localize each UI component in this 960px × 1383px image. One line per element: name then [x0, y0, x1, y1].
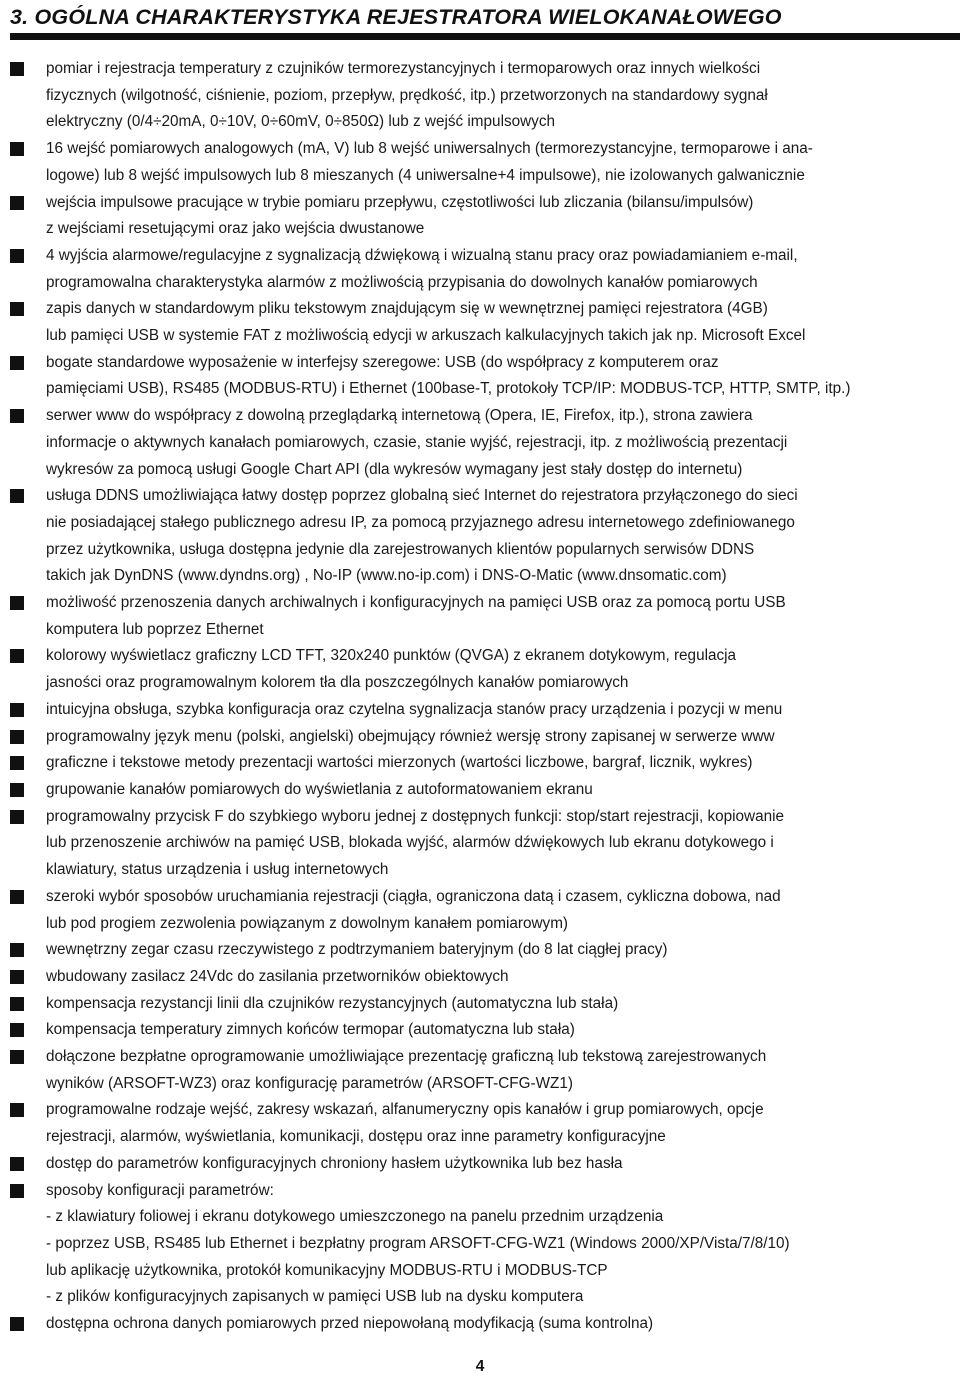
square-bullet-icon [10, 249, 24, 263]
square-bullet-icon [10, 756, 24, 770]
list-item [10, 590, 945, 643]
square-bullet-icon [10, 1023, 24, 1037]
header-rule [10, 33, 960, 40]
list-item-text: pomiar i rejestracja temperatury z czujników termorezystancyjnych i termoparowych oraz innych wielkości fizycznych (wilgotność, ciśnienie, poziom, przepływ, prędkość, itp.) przetworzonych na standardowy sygnał elektryczny (0/4÷20mA, 0÷10V, 0÷60mV, 0÷850Ω) lub z wejść impulsowych [46, 60, 768, 131]
list-item-text: 16 wejść pomiarowych analogowych (mA, V) lub 8 wejść uniwersalnych (termorezystancyjne, termoparowe i ana- logowe) lub 8 wejść impulsowych lub 8 mieszanych (4 uniwersalne+4 impulsowe), nie izolowanych galwanicznie [46, 140, 813, 184]
square-bullet-icon [10, 810, 24, 824]
square-bullet-icon [10, 596, 24, 610]
list-item-text: dostępna ochrona danych pomiarowych przed niepowołaną modyfikacją (suma kontrolna) [46, 1315, 654, 1333]
list-item [10, 190, 945, 243]
square-bullet-icon [10, 196, 24, 210]
list-item [10, 991, 945, 1018]
square-bullet-icon [10, 1184, 24, 1198]
square-bullet-icon [10, 1157, 24, 1171]
square-bullet-icon [10, 142, 24, 156]
list-item-text: 4 wyjścia alarmowe/regulacyjne z sygnalizacją dźwiękową i wizualną stanu pracy oraz powiadamianiem e-mail, programowalna charakterystyka alarmów z możliwością przypisania do dowolnych kanałów pomiarowych [46, 246, 798, 291]
list-item [10, 403, 945, 483]
list-item-text: dołączone bezpłatne oprogramowanie umożliwiające prezentację graficzną lub tekstową zarejestrowanych wyników (ARSOFT-WZ3) oraz konfigurację parametrów (ARSOFT-CFG-WZ1) [46, 1048, 767, 1092]
square-bullet-icon [10, 970, 24, 984]
square-bullet-icon [10, 649, 24, 663]
list-item-text: grupowanie kanałów pomiarowych do wyświetlania z autoformatowaniem ekranu [46, 780, 593, 798]
list-item [10, 56, 945, 136]
square-bullet-icon [10, 783, 24, 797]
square-bullet-icon [10, 356, 24, 370]
list-item-text: kompensacja rezystancji linii dla czujników rezystancyjnych (automatyczna lub stała) [46, 994, 619, 1012]
square-bullet-icon [10, 997, 24, 1011]
list-item [10, 1044, 945, 1097]
list-item [10, 1017, 945, 1044]
list-item [10, 483, 945, 590]
list-item [10, 750, 945, 777]
list-item [10, 350, 945, 403]
square-bullet-icon [10, 409, 24, 423]
list-item [10, 724, 945, 751]
square-bullet-icon [10, 62, 24, 76]
list-item-text: serwer www do współpracy z dowolną przeglądarką internetową (Opera, IE, Firefox, itp.), strona zawiera informacje o aktywnych kanałach pomiarowych, czasie, stanie wyjść, rejestracji, itp. z możliwością prezentacji wykresów za pomocą usługi Google Chart API (dla wykresów wymagany jest stały dostęp do internetu) [46, 407, 788, 478]
list-item [10, 884, 945, 937]
square-bullet-icon [10, 1103, 24, 1117]
square-bullet-icon [10, 890, 24, 904]
list-item [10, 1151, 945, 1178]
list-item-text: zapis danych w standardowym pliku tekstowym znajdującym się w wewnętrznej pamięci rejestratora (4GB) lub pamięci USB w systemie FAT z możliwością edycji w arkuszach kalkulacyjnych takich jak np. Microsoft Excel [46, 300, 806, 345]
square-bullet-icon [10, 730, 24, 744]
list-item [10, 243, 945, 296]
list-item-text: usługa DDNS umożliwiająca łatwy dostęp poprzez globalną sieć Internet do rejestratora przyłączonego do sieci nie posiadającej stałego publicznego adresu IP, za pomocą przyjaznego adresu internetowego zdefiniowanego przez użytkownika, usługa dostępna jedynie dla zarejestrowanych klientów popularnych serwisów DDNS takich jak DynDNS (www.dyndns.org) , No-IP (www.no-ip.com) i DNS-O-Matic (www.dnsomatic.com) [46, 487, 798, 585]
list-item [10, 136, 945, 189]
list-item [10, 804, 945, 884]
section-header [10, 2, 960, 40]
square-bullet-icon [10, 703, 24, 717]
square-bullet-icon [10, 1050, 24, 1064]
list-item [10, 296, 945, 349]
section-title: 3. OGÓLNA CHARAKTERYSTYKA REJESTRATORA WIELOKANAŁOWEGO [10, 5, 782, 29]
list-item [10, 937, 945, 964]
square-bullet-icon [10, 1317, 24, 1331]
list-item [10, 643, 945, 696]
list-item-text: możliwość przenoszenia danych archiwalnych i konfiguracyjnych na pamięci USB oraz za pomocą portu USB komputera lub poprzez Ethernet [46, 594, 786, 638]
list-item-text: programowalne rodzaje wejść, zakresy wskazań, alfanumeryczny opis kanałów i grup pomiarowych, opcje rejestracji, alarmów, wyświetlania, komunikacji, dostępu oraz inne parametry konfiguracyjne [46, 1101, 764, 1146]
list-item-text: programowalny przycisk F do szybkiego wyboru jednej z dostępnych funkcji: stop/start rejestracji, kopiowanie lub przenoszenie archiwów na pamięć USB, blokada wyjść, alarmów dźwiękowych lub ekranu dotykowego i klawiatury, status urządzenia i usług internetowych [46, 807, 784, 879]
list-item-text: programowalny język menu (polski, angielski) obejmujący również wersję strony zapisanej w serwerze www [46, 727, 775, 745]
list-item-text: wewnętrzny zegar czasu rzeczywistego z podtrzymaniem bateryjnym (do 8 lat ciągłej pracy) [46, 941, 668, 959]
list-item [10, 1311, 945, 1338]
list-item-text: bogate standardowe wyposażenie w interfejsy szeregowe: USB (do współpracy z komputerem oraz pamięciami USB), RS485 (MODBUS-RTU) i Ethernet (100base-T, protokoły TCP/IP: MODBUS-TCP, HTTP, SMTP, itp.) [46, 353, 851, 398]
page-number: 4 [475, 1358, 485, 1375]
list-item-text: intuicyjna obsługa, szybka konfiguracja oraz czytelna sygnalizacja stanów pracy urządzenia i pozycji w menu [46, 700, 783, 718]
list-item [10, 1178, 945, 1312]
list-item [10, 777, 945, 804]
square-bullet-icon [10, 943, 24, 957]
square-bullet-icon [10, 489, 24, 503]
list-item [10, 964, 945, 991]
list-item-text: dostęp do parametrów konfiguracyjnych chroniony hasłem użytkownika lub bez hasła [46, 1154, 623, 1172]
list-item-text: szeroki wybór sposobów uruchamiania rejestracji (ciągła, ograniczona datą i czasem, cykliczna dobowa, nad lub pod progiem zezwolenia powiązanym z dowolnym kanałem pomiarowym) [46, 887, 781, 932]
list-item-text: wejścia impulsowe pracujące w trybie pomiaru przepływu, częstotliwości lub zliczania (bilansu/impulsów) z wejściami resetującymi oraz jako wejścia dwustanowe [46, 193, 754, 238]
list-item-text: graficzne i tekstowe metody prezentacji wartości mierzonych (wartości liczbowe, bargraf, licznik, wykres) [46, 754, 753, 772]
list-item-text: kompensacja temperatury zimnych końców termopar (automatyczna lub stała) [46, 1021, 575, 1039]
list-item-text: kolorowy wyświetlacz graficzny LCD TFT, 320x240 punktów (QVGA) z ekranem dotykowym, regulacja jasności oraz programowalnym kolorem tła dla poszczególnych kanałów pomiarowych [46, 647, 737, 692]
square-bullet-icon [10, 302, 24, 316]
list-item-text: wbudowany zasilacz 24Vdc do zasilania przetworników obiektowych [46, 967, 509, 985]
list-item [10, 697, 945, 724]
list-item [10, 1097, 945, 1150]
feature-list [10, 56, 945, 1338]
list-item-text: sposoby konfiguracji parametrów: - z klawiatury foliowej i ekranu dotykowego umieszczonego na panelu przednim urządzenia - poprzez USB, RS485 lub Ethernet i bezpłatny program ARSOFT-CFG-WZ1 (Windows 2000/XP/Vista/7/8/10) lub aplikację użytkownika, protokół komunikacyjny MODBUS-RTU i MODBUS-TCP - z plików konfiguracyjnych zapisanych w pamięci USB lub na dysku komputera [46, 1181, 790, 1306]
